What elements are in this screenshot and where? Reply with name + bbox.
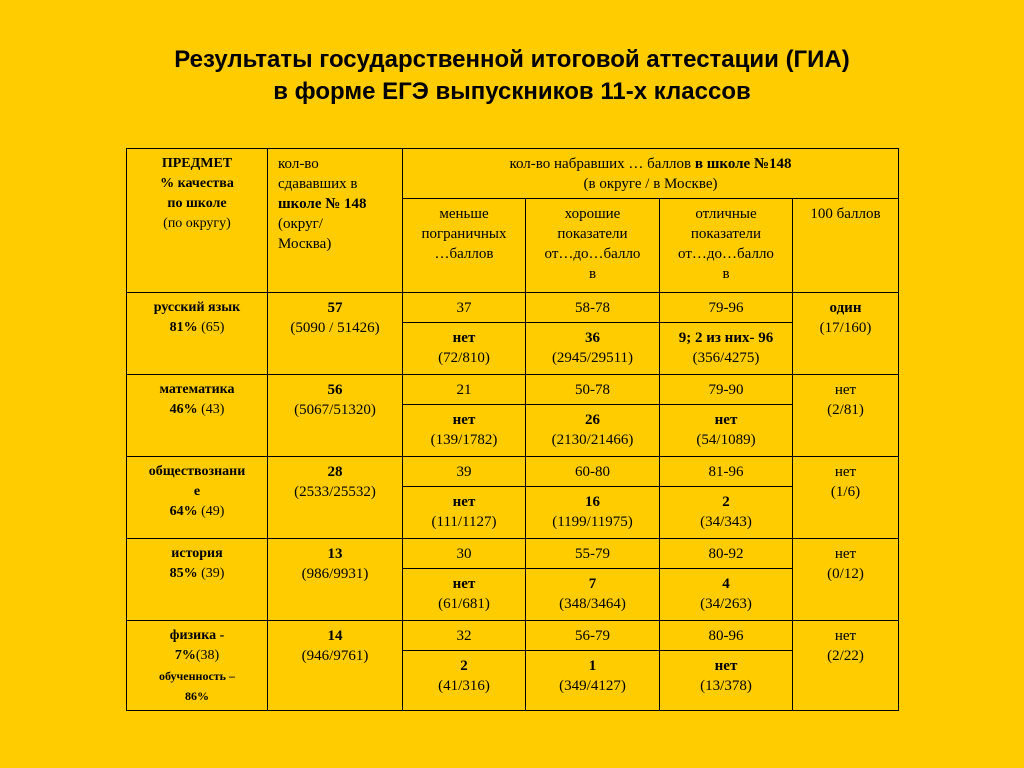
range-less: 32	[403, 621, 526, 651]
result-excellent: 2 (34/343)	[660, 487, 793, 539]
count-cell: 56 (5067/51320)	[268, 375, 403, 457]
result-excellent: 4 (34/263)	[660, 569, 793, 621]
count-cell: 57 (5090 / 51426)	[268, 293, 403, 375]
range-excellent: 80-92	[660, 539, 793, 569]
result-less: нет (111/1127)	[403, 487, 526, 539]
header-hundred: 100 баллов	[793, 199, 899, 293]
range-less: 21	[403, 375, 526, 405]
page-title	[0, 44, 1024, 108]
header-less: меньше пограничных …баллов	[403, 199, 526, 293]
range-excellent: 79-90	[660, 375, 793, 405]
range-excellent: 81-96	[660, 457, 793, 487]
table-row	[127, 539, 899, 569]
subject-cell: русский язык 81% (65)	[127, 293, 268, 375]
title-line-2: в форме ЕГЭ выпускников 11-х классов	[273, 78, 751, 105]
result-good: 26 (2130/21466)	[526, 405, 660, 457]
hundred-cell: нет (0/12)	[793, 539, 899, 621]
range-good: 50-78	[526, 375, 660, 405]
result-good: 36 (2945/29511)	[526, 323, 660, 375]
result-good: 7 (348/3464)	[526, 569, 660, 621]
hundred-cell: один (17/160)	[793, 293, 899, 375]
header-row-1	[127, 149, 899, 199]
result-good: 16 (1199/11975)	[526, 487, 660, 539]
header-subject: ПРЕДМЕТ % качества по школе (по округу)	[127, 149, 268, 293]
range-good: 55-79	[526, 539, 660, 569]
subject-cell: физика - 7%(38) обученность – 86%	[127, 621, 268, 711]
count-cell: 14 (946/9761)	[268, 621, 403, 711]
result-excellent: нет (54/1089)	[660, 405, 793, 457]
result-good: 1 (349/4127)	[526, 651, 660, 711]
header-count: кол-во сдававших в школе № 148 (округ/ Москва)	[268, 149, 403, 293]
range-less: 30	[403, 539, 526, 569]
hundred-cell: нет (1/6)	[793, 457, 899, 539]
subject-cell: математика 46% (43)	[127, 375, 268, 457]
header-excellent: отличные показатели от…до…балло в	[660, 199, 793, 293]
subject-cell: история 85% (39)	[127, 539, 268, 621]
range-excellent: 80-96	[660, 621, 793, 651]
result-excellent: нет (13/378)	[660, 651, 793, 711]
range-good: 58-78	[526, 293, 660, 323]
result-less: 2 (41/316)	[403, 651, 526, 711]
hundred-cell: нет (2/81)	[793, 375, 899, 457]
results-table	[126, 148, 899, 711]
subject-cell: обществознани е 64% (49)	[127, 457, 268, 539]
result-less: нет (139/1782)	[403, 405, 526, 457]
result-less: нет (61/681)	[403, 569, 526, 621]
count-cell: 28 (2533/25532)	[268, 457, 403, 539]
table-row	[127, 621, 899, 651]
range-less: 37	[403, 293, 526, 323]
hundred-cell: нет (2/22)	[793, 621, 899, 711]
table-row	[127, 457, 899, 487]
range-good: 60-80	[526, 457, 660, 487]
range-good: 56-79	[526, 621, 660, 651]
table-row	[127, 375, 899, 405]
range-less: 39	[403, 457, 526, 487]
title-line-1: Результаты государственной итоговой аттестации (ГИА)	[174, 46, 850, 73]
result-less: нет (72/810)	[403, 323, 526, 375]
header-good: хорошие показатели от…до…балло в	[526, 199, 660, 293]
header-scores: кол-во набравших … баллов в школе №148 (в округе / в Москве)	[403, 149, 899, 199]
result-excellent: 9; 2 из них- 96 (356/4275)	[660, 323, 793, 375]
count-cell: 13 (986/9931)	[268, 539, 403, 621]
range-excellent: 79-96	[660, 293, 793, 323]
table-row	[127, 293, 899, 323]
